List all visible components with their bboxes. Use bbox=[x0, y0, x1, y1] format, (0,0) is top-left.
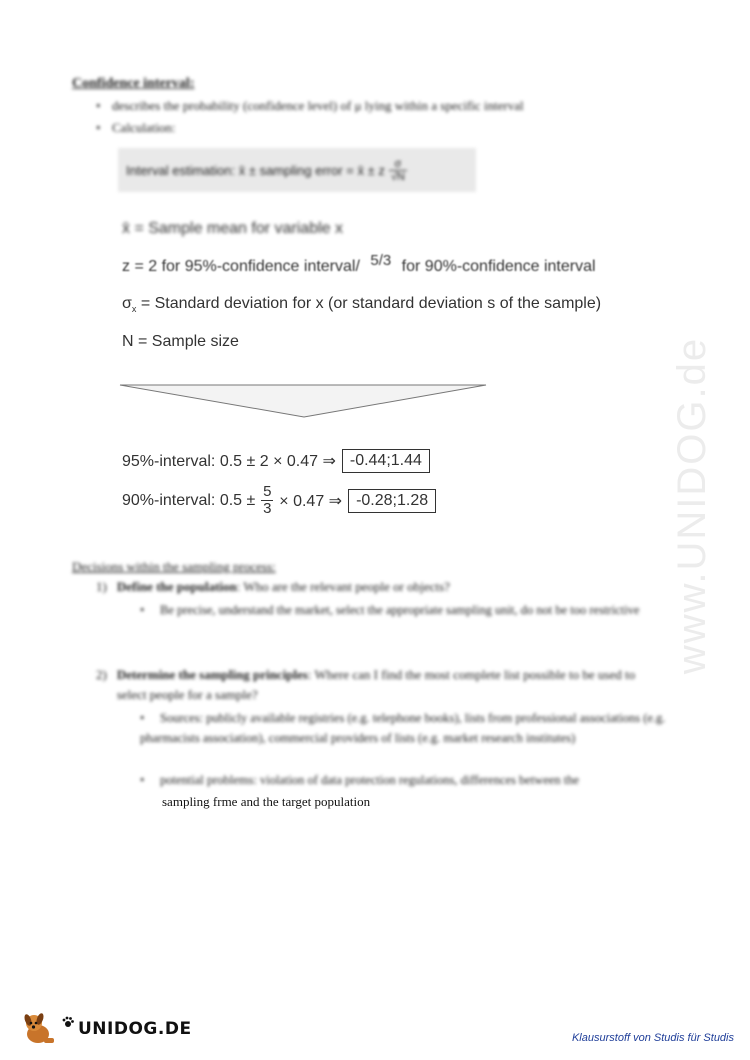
list-item: 1) Define the population: Who are the relevant people or objects? bbox=[96, 579, 450, 594]
formula-box bbox=[118, 148, 476, 192]
list-item: 2) Determine the sampling principles: Where can I find the most complete list possible to be used to select people for a sample? bbox=[96, 667, 636, 702]
clear-text-line: sampling frme and the target population bbox=[162, 794, 371, 809]
interval-bracket: -0.44;1.44 bbox=[342, 449, 430, 473]
five-thirds-fraction: 5 3 bbox=[263, 483, 272, 517]
watermark: www.UNIDOG.de bbox=[670, 336, 715, 674]
result-95-interval: 95%-interval: 0.5 ± 2 × 0.47 ⇒ -0.44;1.44 bbox=[122, 449, 430, 473]
down-arrow-icon bbox=[118, 383, 490, 423]
paw-icon bbox=[62, 1016, 74, 1028]
definition-sigma: $\sigma_x$ = Standard deviation for x (or standard deviation s of the sample) bbox=[122, 295, 602, 315]
dog-icon bbox=[20, 1012, 58, 1046]
definition-mean: x̄ = Sample mean for variable x bbox=[122, 220, 343, 237]
definition-n: N = Sample size bbox=[122, 333, 239, 350]
five-thirds-fraction: 5/3 bbox=[370, 252, 392, 269]
result-90-interval: 90%-interval: 0.5 ± 5 3 × 0.47 ⇒ -0.28;1.28 bbox=[122, 484, 436, 517]
bullet-item: • describes the probability (confidence level) of μ lying within a specific interval bbox=[96, 98, 524, 113]
sub-bullet: • Be precise, understand the market, select the appropriate sampling unit, do not be too restrictive bbox=[140, 603, 640, 617]
footer-tagline: Klausurstoff von Studis für Studis bbox=[571, 1032, 734, 1044]
section-heading-decisions: Decisions within the sampling process: bbox=[72, 559, 276, 574]
unidog-logo bbox=[20, 1012, 192, 1046]
logo-text: UNIDOG.DE bbox=[78, 1019, 192, 1039]
interval-bracket: -0.28;1.28 bbox=[348, 489, 436, 513]
section-heading-confidence: Confidence interval: bbox=[72, 76, 195, 91]
definition-z: z = 2 for 95%-confidence interval/ 5/3 for 90%-confidence interval bbox=[122, 252, 596, 275]
bullet-item: • Calculation: bbox=[96, 120, 176, 135]
formula-label: Interval estimation: x̄ ± sampling error = x̄ ± z bbox=[126, 162, 385, 178]
sub-bullet: • Sources: publicly available registries (e.g. telephone books), lists from professional associations (e.g. pharmacists association), commercial providers of lists (e.g. market research institutes) bbox=[140, 711, 666, 745]
formula-fraction: $\frac{\sigma}{√N}$ bbox=[389, 158, 407, 183]
sub-bullet: • potential problems: violation of data protection regulations, differences between the bbox=[140, 773, 580, 787]
